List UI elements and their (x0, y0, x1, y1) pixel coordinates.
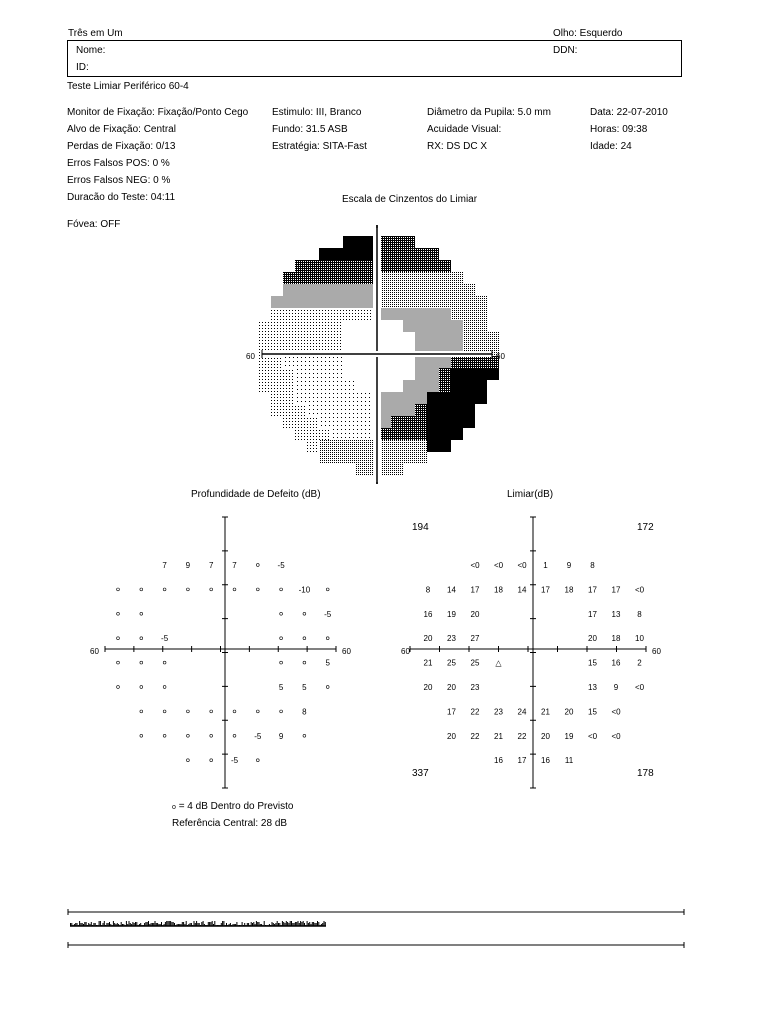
value-label: 21 (423, 658, 433, 668)
institution-name: Três em Um (68, 28, 123, 39)
value-label: 8 (637, 609, 642, 619)
threshold-corner-tr: 172 (637, 522, 654, 533)
value-label: 13 (611, 609, 621, 619)
value-label: <0 (517, 561, 527, 570)
value-label: 5 (325, 658, 330, 668)
value-label: 21 (541, 707, 550, 717)
value-label: 20 (564, 707, 574, 717)
defect-axis-left: 60 (90, 647, 99, 656)
value-label: 9 (278, 731, 284, 741)
value-label: 16 (494, 756, 503, 766)
col4-line: Horas: 09:38 (590, 124, 648, 135)
threshold-axis-right: 60 (652, 647, 661, 656)
col3-line: RX: DS DC X (427, 141, 488, 152)
value-label: -10 (298, 585, 311, 595)
central-reference: Referência Central: 28 dB (172, 818, 288, 829)
col1-line: Fóvea: OFF (67, 219, 121, 230)
value-label: 20 (447, 683, 456, 692)
value-label: 7 (162, 561, 167, 570)
value-label: 25 (447, 658, 456, 668)
value-label: 20 (541, 731, 550, 741)
value-label: 15 (588, 658, 597, 668)
value-label: 18 (494, 585, 503, 595)
value-label: 25 (470, 658, 480, 668)
value-label: 10 (635, 634, 644, 644)
value-label: 17 (517, 756, 527, 766)
value-label: 17 (588, 585, 597, 595)
value-label: 20 (423, 683, 433, 692)
value-label: 8 (425, 585, 431, 595)
value-label: 9 (185, 561, 191, 570)
ddn-label: DDN: (553, 45, 578, 56)
threshold-corner-br: 178 (637, 768, 654, 779)
defect-legend-text: = 4 dB Dentro do Previsto (178, 801, 294, 812)
value-label: <0 (634, 585, 645, 595)
value-label: 8 (590, 561, 595, 570)
value-label: 20 (588, 634, 597, 644)
grayscale-title: Escala de Cinzentos do Limiar (342, 194, 478, 205)
value-label: <0 (611, 731, 621, 741)
value-label: -5 (277, 561, 285, 570)
col3-line: Diâmetro da Pupila: 5.0 mm (427, 107, 551, 118)
value-label: 16 (423, 609, 433, 619)
eye-label: Olho: Esquerdo (553, 28, 623, 39)
value-label: <0 (634, 683, 645, 692)
value-label: 16 (541, 756, 550, 766)
value-label: 7 (208, 561, 214, 570)
defect-axis-right: 60 (342, 647, 351, 656)
threshold-axis-left: 60 (401, 647, 410, 656)
value-label: 23 (470, 683, 480, 692)
value-label: 14 (447, 585, 456, 595)
id-label: ID: (76, 62, 89, 73)
value-label: 17 (470, 585, 480, 595)
value-label: 22 (470, 731, 480, 741)
value-label: 20 (423, 634, 433, 644)
value-label: 27 (470, 634, 480, 644)
value-label: 21 (494, 731, 503, 741)
col4-line: Idade: 24 (590, 141, 632, 152)
col1-line: Monitor de Fixação: Fixação/Ponto Cego (67, 107, 249, 118)
value-label: 1 (543, 561, 548, 570)
col1-line: Alvo de Fixação: Central (67, 124, 176, 135)
value-label: 16 (611, 658, 621, 668)
value-label: 23 (494, 707, 503, 717)
grayscale-axis-right: 60 (496, 352, 505, 361)
value-label: 11 (564, 756, 574, 766)
value-label: 8 (302, 707, 307, 717)
value-label: 23 (447, 634, 456, 644)
value-label: -5 (161, 634, 169, 644)
value-label: 7 (232, 561, 237, 570)
value-label: 17 (541, 585, 550, 595)
value-label: 15 (588, 707, 597, 717)
value-label: -5 (324, 609, 332, 619)
value-label: 5 (278, 683, 284, 692)
value-label: 24 (517, 707, 527, 717)
value-label: 19 (447, 609, 456, 619)
signature-barcode (70, 921, 326, 926)
value-label: 22 (517, 731, 527, 741)
value-label: 19 (564, 731, 574, 741)
value-label: <0 (493, 561, 504, 570)
value-label: 14 (517, 585, 527, 595)
legend-circle-icon: o (172, 804, 176, 811)
value-label: -5 (230, 756, 239, 766)
value-label: 17 (611, 585, 621, 595)
col4-line: Data: 22-07-2010 (590, 107, 668, 118)
value-label: 18 (564, 585, 574, 595)
value-label: 13 (588, 683, 597, 692)
value-label: <0 (587, 731, 598, 741)
col2-line: Estimulo: III, Branco (272, 107, 362, 118)
value-label: 2 (637, 658, 642, 668)
value-label: -5 (254, 731, 262, 741)
col3-line: Acuidade Visual: (427, 124, 502, 135)
value-label: 9 (613, 683, 619, 692)
threshold-corner-tl: 194 (412, 522, 429, 533)
col1-line: Erros Falsos NEG: 0 % (67, 175, 171, 186)
value-label: 20 (470, 609, 480, 619)
value-label: 20 (447, 731, 456, 741)
col2-line: Fundo: 31.5 ASB (272, 124, 348, 135)
test-name: Teste Limiar Periférico 60-4 (67, 81, 189, 92)
threshold-plot-title: Limiar(dB) (507, 489, 554, 500)
col2-line: Estratégia: SITA-Fast (272, 141, 367, 152)
col1-line: Erros Falsos POS: 0 % (67, 158, 170, 169)
value-label: 17 (588, 609, 597, 619)
value-label: 5 (302, 683, 307, 692)
value-label: <0 (470, 561, 480, 570)
col1-line: Duracão do Teste: 04:11 (67, 192, 176, 203)
threshold-corner-bl: 337 (412, 768, 429, 779)
value-label: 22 (470, 707, 480, 717)
col1-line: Perdas de Fixação: 0/13 (67, 141, 176, 152)
name-label: Nome: (76, 45, 106, 56)
value-label: 18 (611, 634, 621, 644)
value-label: <0 (611, 707, 621, 717)
value-label: 9 (566, 561, 572, 570)
defect-plot-title: Profundidade de Defeito (dB) (191, 489, 321, 500)
grayscale-axis-left: 60 (246, 352, 255, 361)
value-label: △ (495, 658, 502, 668)
value-label: 17 (447, 707, 456, 717)
